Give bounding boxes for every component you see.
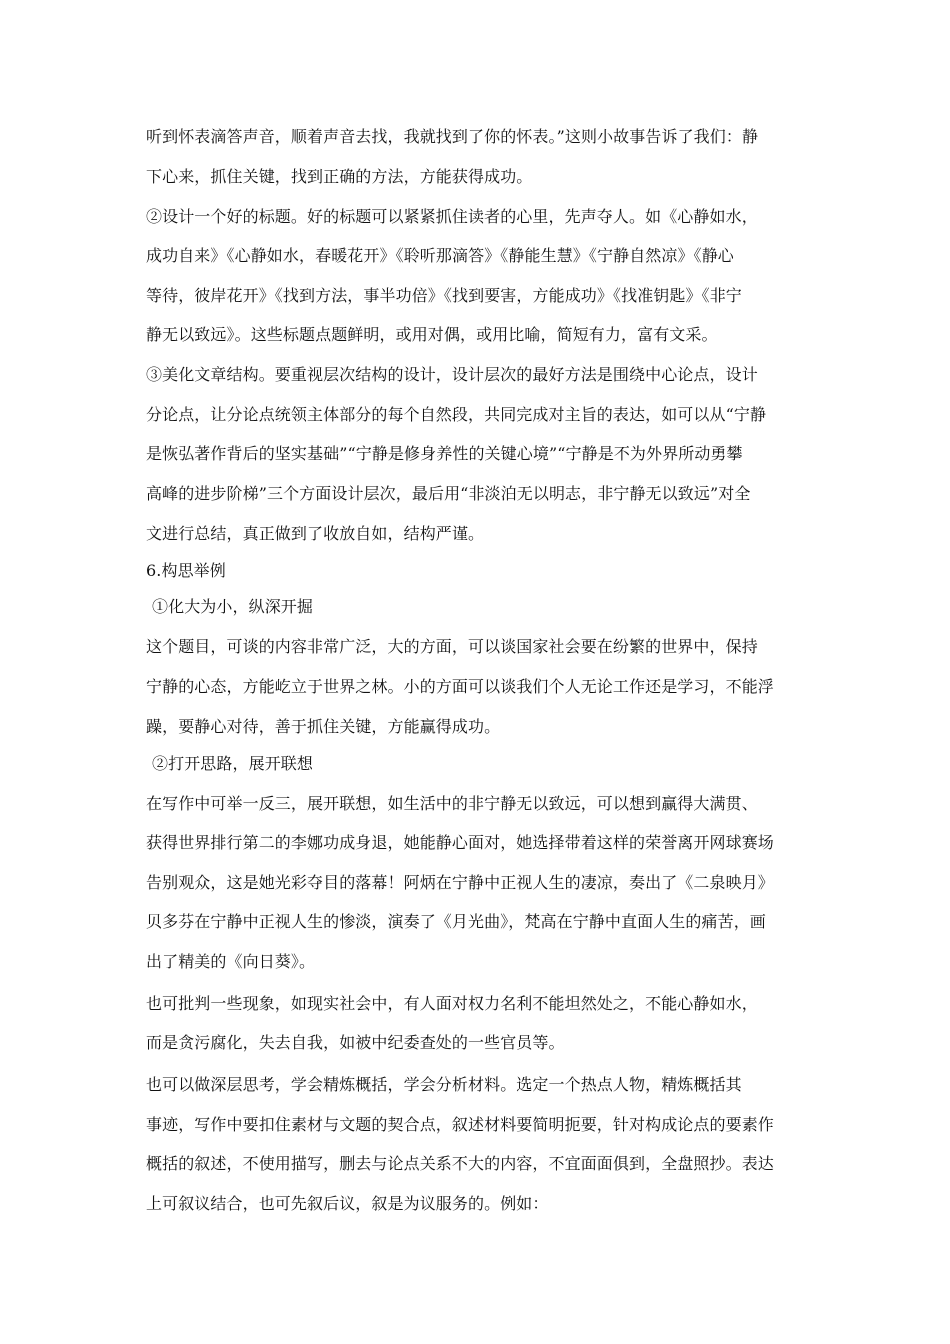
section-heading: 6.构思举例 [146,561,226,580]
paragraph-line: 事迹，写作中要扣住素材与文题的契合点，叙述材料要简明扼要，针对构成论点的要素作 [146,1115,774,1134]
paragraph-line: 概括的叙述，不使用描写，删去与论点关系不大的内容，不宜面面俱到，全盘照抄。表达 [146,1154,774,1173]
paragraph-line: ③美化文章结构。要重视层次结构的设计，设计层次的最好方法是围绕中心论点，设计 [146,365,758,384]
paragraph-line: 高峰的进步阶梯”三个方面设计层次，最后用“非淡泊无以明志，非宁静无以致远”对全 [146,484,751,503]
paragraph-line: 躁，要静心对待，善于抓住关键，方能赢得成功。 [146,717,501,736]
paragraph-line: 贝多芬在宁静中正视人生的惨淡，演奏了《月光曲》，梵高在宁静中直面人生的痛苦，画 [146,912,766,931]
paragraph-line: 静无以致远》。这些标题点题鲜明，或用对偶，或用比喻，简短有力，富有文采。 [146,325,718,344]
paragraph-line: 听到怀表滴答声音，顺着声音去找，我就找到了你的怀表。”这则小故事告诉了我们：静 [146,127,759,146]
paragraph-line: 出了精美的《向日葵》。 [146,952,316,971]
subsection-heading: ②打开思路，展开联想 [152,754,314,773]
paragraph-line: 这个题目，可谈的内容非常广泛，大的方面，可以谈国家社会要在纷繁的世界中，保持 [146,637,758,656]
paragraph-line: 下心来，抓住关键，找到正确的方法，方能获得成功。 [146,167,533,186]
paragraph-line: 也可批判一些现象，如现实社会中，有人面对权力名利不能坦然处之，不能心静如水， [146,994,758,1013]
paragraph-line: 分论点，让分论点统领主体部分的每个自然段，共同完成对主旨的表达，如可以从“宁静 [146,405,767,424]
paragraph-line: 告别观众，这是她光彩夺目的落幕！阿炳在宁静中正视人生的凄凉，奏出了《二泉映月》 [146,873,774,892]
paragraph-line: ②设计一个好的标题。好的标题可以紧紧抓住读者的心里，先声夺人。如《心静如水， [146,207,758,226]
paragraph-line: 文进行总结，真正做到了收放自如，结构严谨。 [146,524,485,543]
subsection-heading: ①化大为小，纵深开掘 [152,597,314,616]
paragraph-line: 成功自来》《心静如水，春暖花开》《聆听那滴答》《静能生慧》《宁静自然凉》《静心 [146,246,734,265]
paragraph-line: 也可以做深层思考，学会精炼概括，学会分析材料。选定一个热点人物，精炼概括其 [146,1075,742,1094]
paragraph-line: 宁静的心态，方能屹立于世界之林。小的方面可以谈我们个人无论工作还是学习，不能浮 [146,677,774,696]
paragraph-line: 等待，彼岸花开》《找到方法，事半功倍》《找到要害，方能成功》《找准钥匙》《非宁 [146,286,742,305]
paragraph-line: 上可叙议结合，也可先叙后议，叙是为议服务的。例如： [146,1194,549,1213]
paragraph-line: 获得世界排行第二的李娜功成身退，她能静心面对，她选择带着这样的荣誉离开网球赛场 [146,833,774,852]
paragraph-line: 在写作中可举一反三，展开联想，如生活中的非宁静无以致远，可以想到赢得大满贯、 [146,794,758,813]
paragraph-line: 是恢弘著作背后的坚实基础”“宁静是修身养性的关键心境”“宁静是不为外界所动勇攀 [146,444,743,463]
paragraph-line: 而是贪污腐化，失去自我，如被中纪委查处的一些官员等。 [146,1033,565,1052]
